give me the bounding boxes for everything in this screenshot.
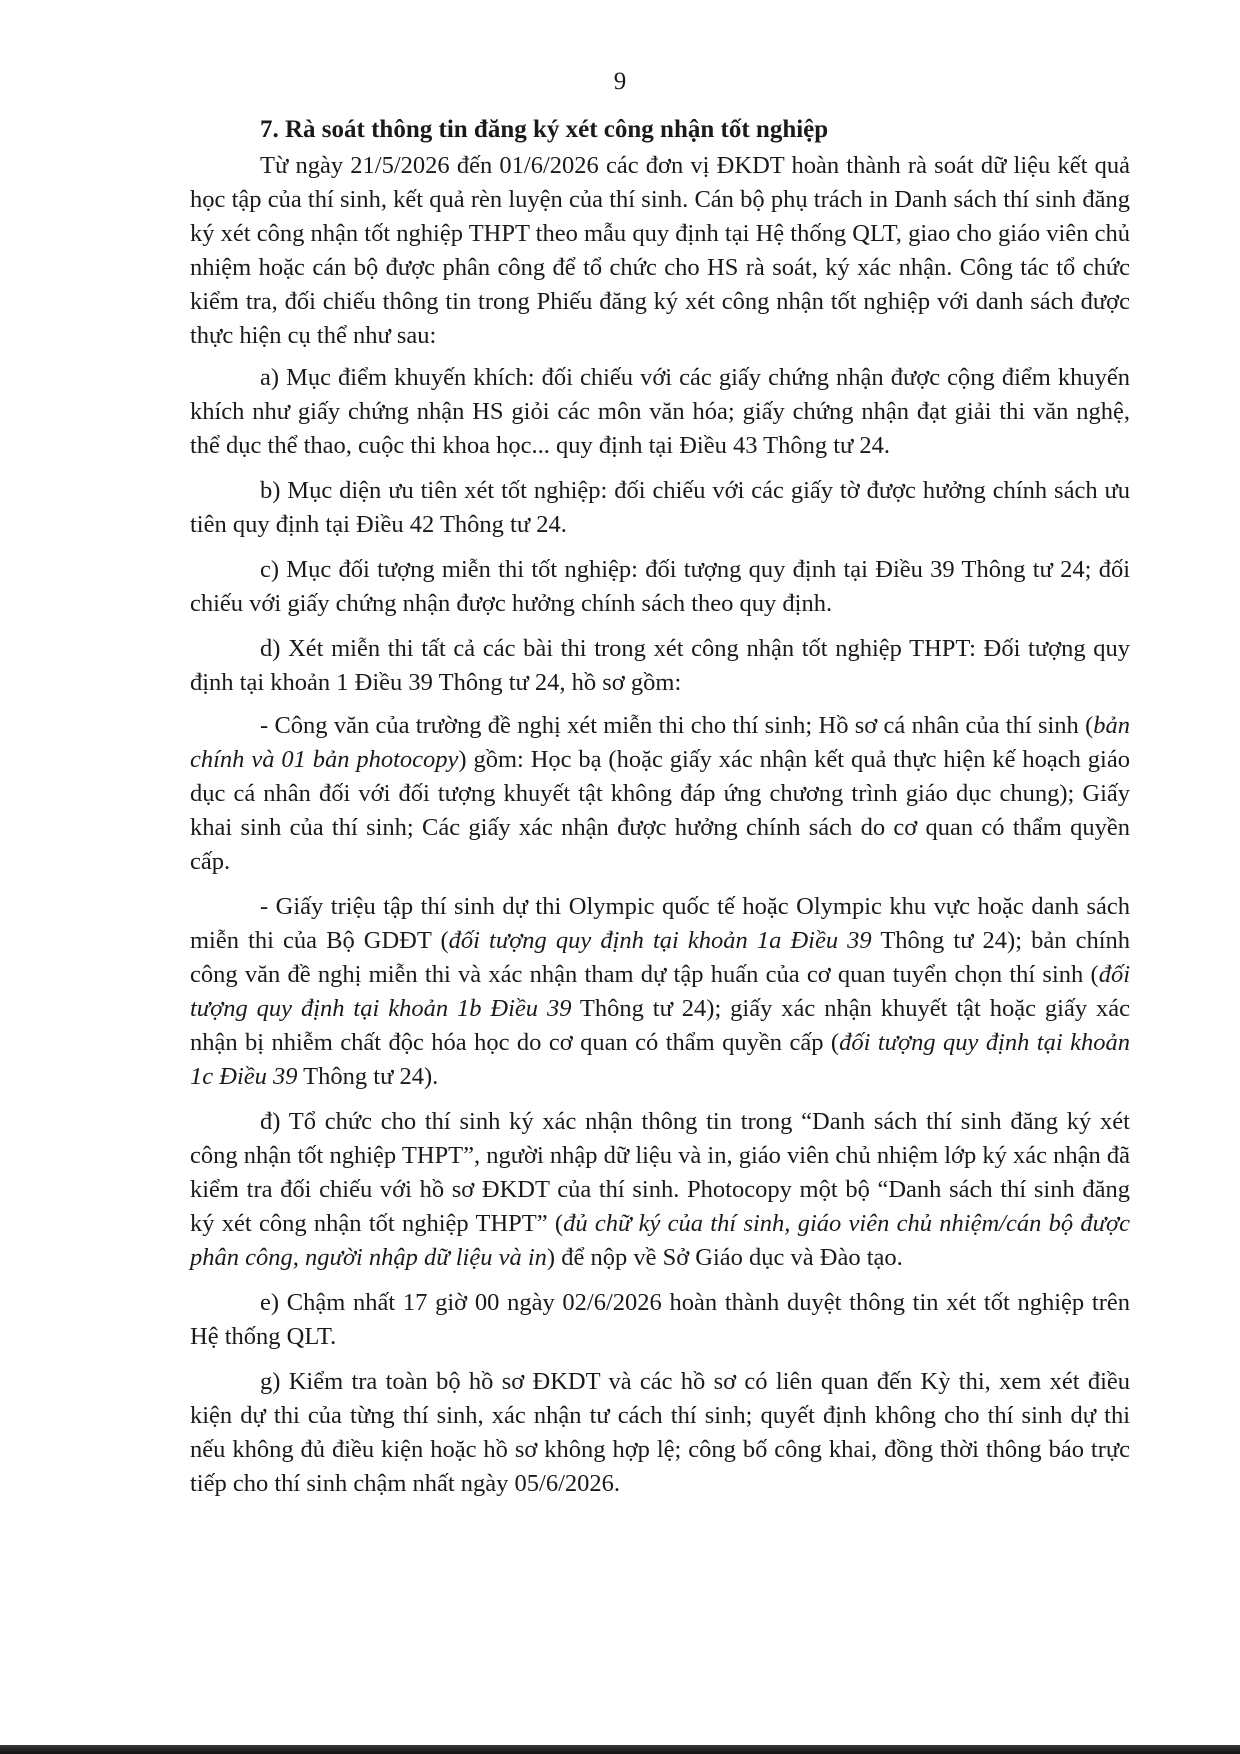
text-run: đ) Tổ chức cho thí sinh ký xác nhận thông tin trong “Danh sách thí sinh đăng ký xét công nhận tốt nghiệp THPT”, người nhập dữ liệu và in, giáo viên chủ nhiệm lớp ký xác nhận đã kiểm tra đối chiếu với hồ sơ ĐKDT của thí sinh. Photocopy một bộ “Danh sách thí sinh đăng ký xét công nhận tốt nghiệp THPT” ( (190, 1108, 1130, 1237)
scan-bottom-edge (0, 1745, 1240, 1754)
text-run: ) để nộp về Sở Giáo dục và Đào tạo. (546, 1244, 903, 1271)
section-title: 7. Rà soát thông tin đăng ký xét công nhận tốt nghiệp (260, 116, 829, 143)
item-c-paragraph: c) Mục đối tượng miễn thi tốt nghiệp: đối tượng quy định tại Điều 39 Thông tư 24; đối chiếu với giấy chứng nhận được hưởng chính sách theo quy định. (190, 556, 1130, 617)
text-run: Thông tư 24); giấy xác nhận khuyết tật hoặc giấy xác nhận bị nhiễm chất độc hóa học do cơ quan có thẩm quyền cấp ( (190, 995, 1130, 1056)
item-dd-paragraph (190, 1105, 1130, 1275)
italic-run: đối tượng quy định tại khoản 1c Điều 39 (190, 1029, 1130, 1090)
text-run: Thông tư 24); bản chính công văn đề nghị miễn thi và xác nhận tham dự tập huấn của cơ quan tuyển chọn thí sinh ( (190, 927, 1130, 988)
italic-run: đối tượng quy định tại khoản 1a Điều 39 (448, 927, 872, 954)
text-run: Thông tư 24). (297, 1063, 439, 1090)
item-b-paragraph: b) Mục diện ưu tiên xét tốt nghiệp: đối chiếu với các giấy tờ được hưởng chính sách ưu tiên quy định tại Điều 42 Thông tư 24. (190, 477, 1130, 538)
italic-run: đủ chữ ký của thí sinh, giáo viên chủ nhiệm/cán bộ được phân công, người nhập dữ liệu và in (190, 1210, 1130, 1271)
document-body (190, 113, 1130, 1512)
item-d-paragraph: d) Xét miễn thi tất cả các bài thi trong xét công nhận tốt nghiệp THPT: Đối tượng quy định tại khoản 1 Điều 39 Thông tư 24, hồ sơ gồm: (190, 635, 1130, 696)
intro-paragraph: Từ ngày 21/5/2026 đến 01/6/2026 các đơn vị ĐKDT hoàn thành rà soát dữ liệu kết quả học tập của thí sinh, kết quả rèn luyện của thí sinh. Cán bộ phụ trách in Danh sách thí sinh đăng ký xét công nhận tốt nghiệp THPT theo mẫu quy định tại Hệ thống QLT, giao cho giáo viên chủ nhiệm hoặc cán bộ được phân công để tổ chức cho HS rà soát, ký xác nhận. Công tác tổ chức kiểm tra, đối chiếu thông tin trong Phiếu đăng ký xét công nhận tốt nghiệp với danh sách được thực hiện cụ thể như sau: (190, 152, 1130, 349)
text-run: - Công văn của trường đề nghị xét miễn thi cho thí sinh; Hồ sơ cá nhân của thí sinh ( (260, 712, 1094, 739)
text-run: - Giấy triệu tập thí sinh dự thi Olympic quốc tế hoặc Olympic khu vực hoặc danh sách miễn thi của Bộ GDĐT ( (190, 893, 1130, 954)
dash-paragraph-2 (190, 890, 1130, 1094)
item-g-paragraph: g) Kiểm tra toàn bộ hồ sơ ĐKDT và các hồ sơ có liên quan đến Kỳ thi, xem xét điều kiện dự thi của từng thí sinh, xác nhận tư cách thí sinh; quyết định không cho thí sinh dự thi nếu không đủ điều kiện hoặc hồ sơ không hợp lệ; công bố công khai, đồng thời thông báo trực tiếp cho thí sinh chậm nhất ngày 05/6/2026. (190, 1368, 1130, 1497)
item-e-paragraph: e) Chậm nhất 17 giờ 00 ngày 02/6/2026 hoàn thành duyệt thông tin xét tốt nghiệp trên Hệ thống QLT. (190, 1289, 1130, 1350)
text-run: ) gồm: Học bạ (hoặc giấy xác nhận kết quả thực hiện kế hoạch giáo dục cá nhân đối với đối tượng khuyết tật không đáp ứng chương trình giáo dục chung); Giấy khai sinh của thí sinh; Các giấy xác nhận được hưởng chính sách do cơ quan có thẩm quyền cấp. (190, 746, 1130, 875)
page-number: 9 (613, 68, 627, 95)
italic-run: đối tượng quy định tại khoản 1b Điều 39 (190, 961, 1130, 1022)
italic-run: bản chính và 01 bản photocopy (190, 712, 1130, 773)
dash-paragraph-1 (190, 709, 1130, 879)
item-a-paragraph: a) Mục điểm khuyến khích: đối chiếu với các giấy chứng nhận được cộng điểm khuyến khích như giấy chứng nhận HS giỏi các môn văn hóa; giấy chứng nhận đạt giải thi văn nghệ, thể dục thể thao, cuộc thi khoa học... quy định tại Điều 43 Thông tư 24. (190, 364, 1130, 459)
